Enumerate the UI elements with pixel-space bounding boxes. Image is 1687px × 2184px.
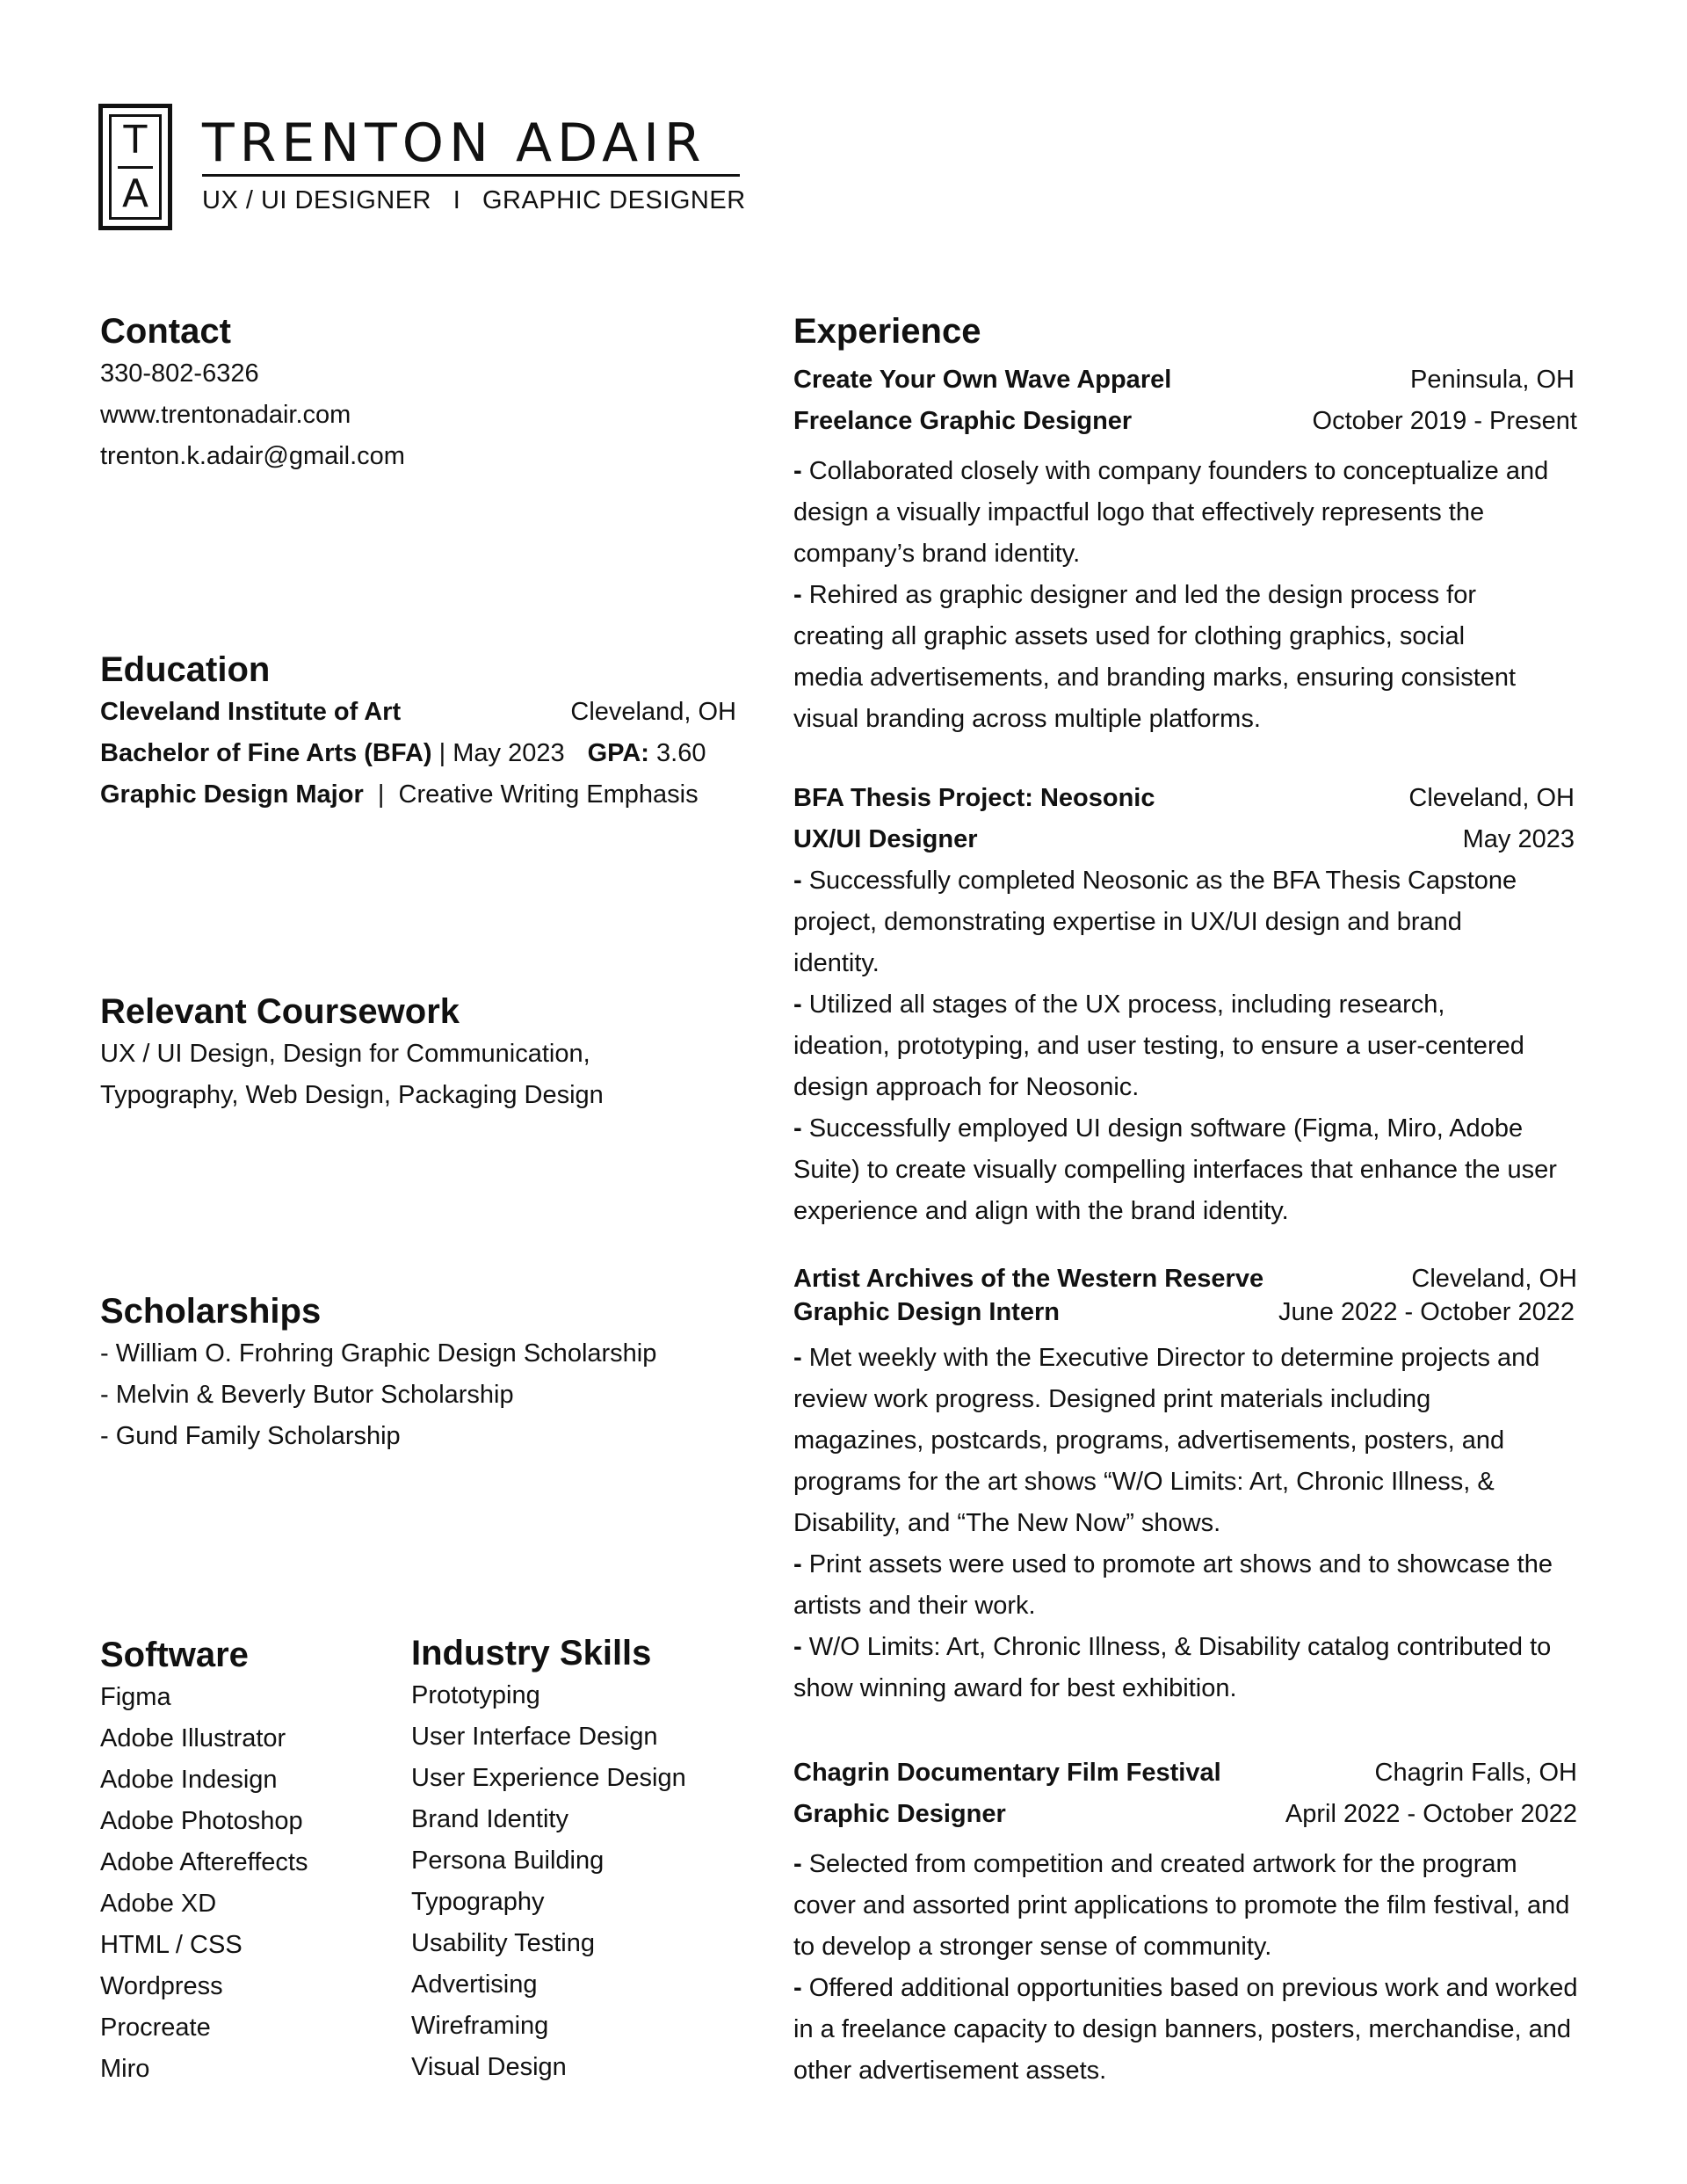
name-underline	[202, 174, 740, 177]
role-tagline	[202, 183, 746, 218]
job-role: Graphic Design Intern	[793, 1298, 1060, 1326]
scholarships-section	[100, 1289, 740, 1457]
software-item: Adobe Illustrator	[100, 1724, 286, 1752]
role-graphic: GRAPHIC DESIGNER	[482, 186, 746, 214]
software-heading: Software	[100, 1636, 249, 1674]
skill-item: Wireframing	[411, 2012, 549, 2040]
education-school-row	[100, 692, 736, 733]
software-item: Adobe Photoshop	[100, 1807, 303, 1835]
coursework-line: UX / UI Design, Design for Communication,	[100, 1040, 590, 1068]
education-major: Graphic Design Major	[100, 780, 364, 809]
job-company: Chagrin Documentary Film Festival	[793, 1759, 1221, 1787]
job-bullet-text: Print assets were used to promote art shows and to showcase the artists and their work.	[793, 1550, 1553, 1620]
job-bullet-text: Rehired as graphic designer and led the design process for creating all graphic assets used for clothing graphics, social media advertisements, and branding marks, ensuring consistent visual branding across multiple platforms.	[793, 581, 1517, 733]
education-degree: Bachelor of Fine Arts (BFA)	[100, 739, 432, 767]
job-role: UX/UI Designer	[793, 825, 978, 853]
skills-section	[411, 1631, 763, 2088]
job-location: Chagrin Falls, OH	[1374, 1759, 1577, 1787]
skills-heading: Industry Skills	[411, 1634, 652, 1672]
logo-divider	[118, 166, 153, 169]
contact-section	[100, 309, 740, 477]
job-bullet: - Collaborated closely with company founders to conceptualize and design a visually impactful logo that effectively represents the company’s brand identity.	[793, 457, 1549, 568]
job-bullet-text: W/O Limits: Art, Chronic Illness, & Disability catalog contributed to show winning award for best exhibition.	[793, 1633, 1552, 1702]
scholarship-item: - Melvin & Beverly Butor Scholarship	[100, 1381, 514, 1409]
education-degree-row	[100, 733, 740, 774]
skill-item: Advertising	[411, 1970, 538, 1999]
job-bullet: - Offered additional opportunities based on previous work and worked in a freelance capacity to design banners, posters, merchandise, and other advertisement assets.	[793, 1974, 1578, 2085]
job-location: Cleveland, OH	[1408, 784, 1575, 812]
job-role: Freelance Graphic Designer	[793, 407, 1133, 435]
job-company-row	[793, 1262, 1577, 1295]
job-location: Cleveland, OH	[1411, 1265, 1577, 1293]
contact-website: www.trentonadair.com	[100, 401, 351, 429]
software-item: Miro	[100, 2055, 150, 2083]
education-gpa-label: GPA:	[587, 739, 649, 767]
job-bullet: - Met weekly with the Executive Director to determine projects and review work progress. Designed print materials including magazines, postcards, programs, advertisements, posters, and programs for the art shows “W/O Limits: Art, Chronic Illness, & Disability, and “The New Now” shows.	[793, 1344, 1540, 1537]
job-bullet-text: Collaborated closely with company founders to conceptualize and design a visually impactful logo that effectively represents the company’s brand identity.	[793, 457, 1549, 568]
contact-heading: Contact	[100, 312, 231, 351]
job-bullet: - Selected from competition and created artwork for the program cover and assorted print applications to promote the film festival, and to develop a stronger sense of community.	[793, 1850, 1570, 1961]
role-separator: I	[453, 186, 461, 214]
scholarships-heading: Scholarships	[100, 1292, 322, 1331]
job-bullet-text: Selected from competition and created artwork for the program cover and assorted print applications to promote the film festival, and to develop a stronger sense of community.	[793, 1850, 1570, 1961]
job-company: Artist Archives of the Western Reserve	[793, 1265, 1264, 1293]
software-item: Wordpress	[100, 1972, 223, 2000]
coursework-line: Typography, Web Design, Packaging Design	[100, 1081, 604, 1109]
job-bullet-text: Offered additional opportunities based on previous work and worked in a freelance capacity to design banners, posters, merchandise, and other advertisement assets.	[793, 1974, 1578, 2085]
software-section	[100, 1633, 390, 2090]
scholarship-item: - Gund Family Scholarship	[100, 1422, 401, 1450]
skill-item: Brand Identity	[411, 1805, 568, 1833]
education-heading: Education	[100, 650, 271, 689]
contact-email: trenton.k.adair@gmail.com	[100, 442, 405, 470]
education-major-row	[100, 774, 740, 816]
education-school: Cleveland Institute of Art	[100, 698, 402, 726]
skill-item: Usability Testing	[411, 1929, 596, 1957]
coursework-section	[100, 990, 740, 1116]
job-company: Create Your Own Wave Apparel	[793, 366, 1172, 394]
skill-item: Prototyping	[411, 1681, 540, 1709]
role-ux-ui: UX / UI DESIGNER	[202, 186, 431, 214]
job-bullet: - Rehired as graphic designer and led the design process for creating all graphic assets used for clothing graphics, social media advertisements, and branding marks, ensuring consistent visual branding across multiple platforms.	[793, 581, 1517, 733]
contact-phone: 330-802-6326	[100, 359, 259, 388]
experience-entry	[793, 1262, 1577, 1709]
job-bullet-text: Utilized all stages of the UX process, including research, ideation, prototyping, and user testing, to ensure a user-centered design approach for Neosonic.	[793, 990, 1524, 1101]
software-item: Adobe Indesign	[100, 1766, 278, 1794]
job-bullet: - Print assets were used to promote art shows and to showcase the artists and their work.	[793, 1550, 1553, 1620]
job-bullet-text: Met weekly with the Executive Director to determine projects and review work progress. Designed print materials including magazines, postcards, programs, advertisements, posters, and programs for the art shows “W/O Limits: Art, Chronic Illness, & Disability, and “The New Now” shows.	[793, 1344, 1540, 1537]
education-gpa-value: 3.60	[648, 739, 706, 767]
job-role-row	[793, 1295, 1575, 1329]
job-company-row	[793, 359, 1575, 401]
job-role-row	[793, 1794, 1577, 1835]
job-bullet: - Utilized all stages of the UX process, including research, ideation, prototyping, and user testing, to ensure a user-centered design approach for Neosonic.	[793, 990, 1524, 1101]
education-emphasis: | Creative Writing Emphasis	[363, 780, 699, 809]
experience-heading: Experience	[793, 312, 981, 351]
software-item: Adobe XD	[100, 1890, 217, 1918]
experience-entry	[793, 1752, 1577, 2092]
job-bullet: - Successfully completed Neosonic as the BFA Thesis Capstone project, demonstrating expertise in UX/UI design and brand identity.	[793, 867, 1517, 977]
skill-item: Typography	[411, 1888, 545, 1916]
job-role-row	[793, 819, 1575, 860]
candidate-name: TRENTON ADAIR	[202, 112, 706, 174]
software-item: HTML / CSS	[100, 1931, 243, 1959]
skill-item: Persona Building	[411, 1847, 605, 1875]
job-role-row	[793, 401, 1577, 442]
logo-letter-bottom: A	[121, 171, 149, 216]
experience-entry	[793, 778, 1577, 1232]
job-company: BFA Thesis Project: Neosonic	[793, 784, 1155, 812]
job-bullet-text: Successfully completed Neosonic as the BFA Thesis Capstone project, demonstrating expertise in UX/UI design and brand identity.	[793, 867, 1517, 977]
job-company-row	[793, 778, 1575, 819]
skill-item: Visual Design	[411, 2053, 567, 2081]
job-location: Peninsula, OH	[1410, 366, 1575, 394]
job-dates: May 2023	[1462, 825, 1575, 853]
job-dates: June 2022 - October 2022	[1278, 1298, 1575, 1326]
job-company-row	[793, 1752, 1577, 1794]
coursework-heading: Relevant Coursework	[100, 992, 460, 1031]
software-item: Procreate	[100, 2013, 211, 2042]
skill-item: User Interface Design	[411, 1723, 658, 1751]
experience-entry	[793, 359, 1577, 740]
education-section	[100, 648, 740, 816]
job-role: Graphic Designer	[793, 1800, 1006, 1828]
job-dates: October 2019 - Present	[1312, 407, 1577, 435]
scholarship-item: - William O. Frohring Graphic Design Scholarship	[100, 1339, 657, 1368]
job-dates: April 2022 - October 2022	[1285, 1800, 1577, 1828]
monogram-logo	[98, 104, 172, 230]
job-bullet-text: Successfully employed UI design software (Figma, Miro, Adobe Suite) to create visually compelling interfaces that enhance the user experience and align with the brand identity.	[793, 1114, 1557, 1225]
logo-letter-top: T	[123, 117, 148, 163]
software-item: Figma	[100, 1683, 171, 1711]
job-bullet: - W/O Limits: Art, Chronic Illness, & Disability catalog contributed to show winning award for best exhibition.	[793, 1633, 1552, 1702]
software-item: Adobe Aftereffects	[100, 1848, 308, 1876]
job-bullet: - Successfully employed UI design software (Figma, Miro, Adobe Suite) to create visually compelling interfaces that enhance the user experience and align with the brand identity.	[793, 1114, 1557, 1225]
skill-item: User Experience Design	[411, 1764, 686, 1792]
education-date: | May 2023	[431, 739, 565, 767]
education-location: Cleveland, OH	[570, 698, 736, 726]
